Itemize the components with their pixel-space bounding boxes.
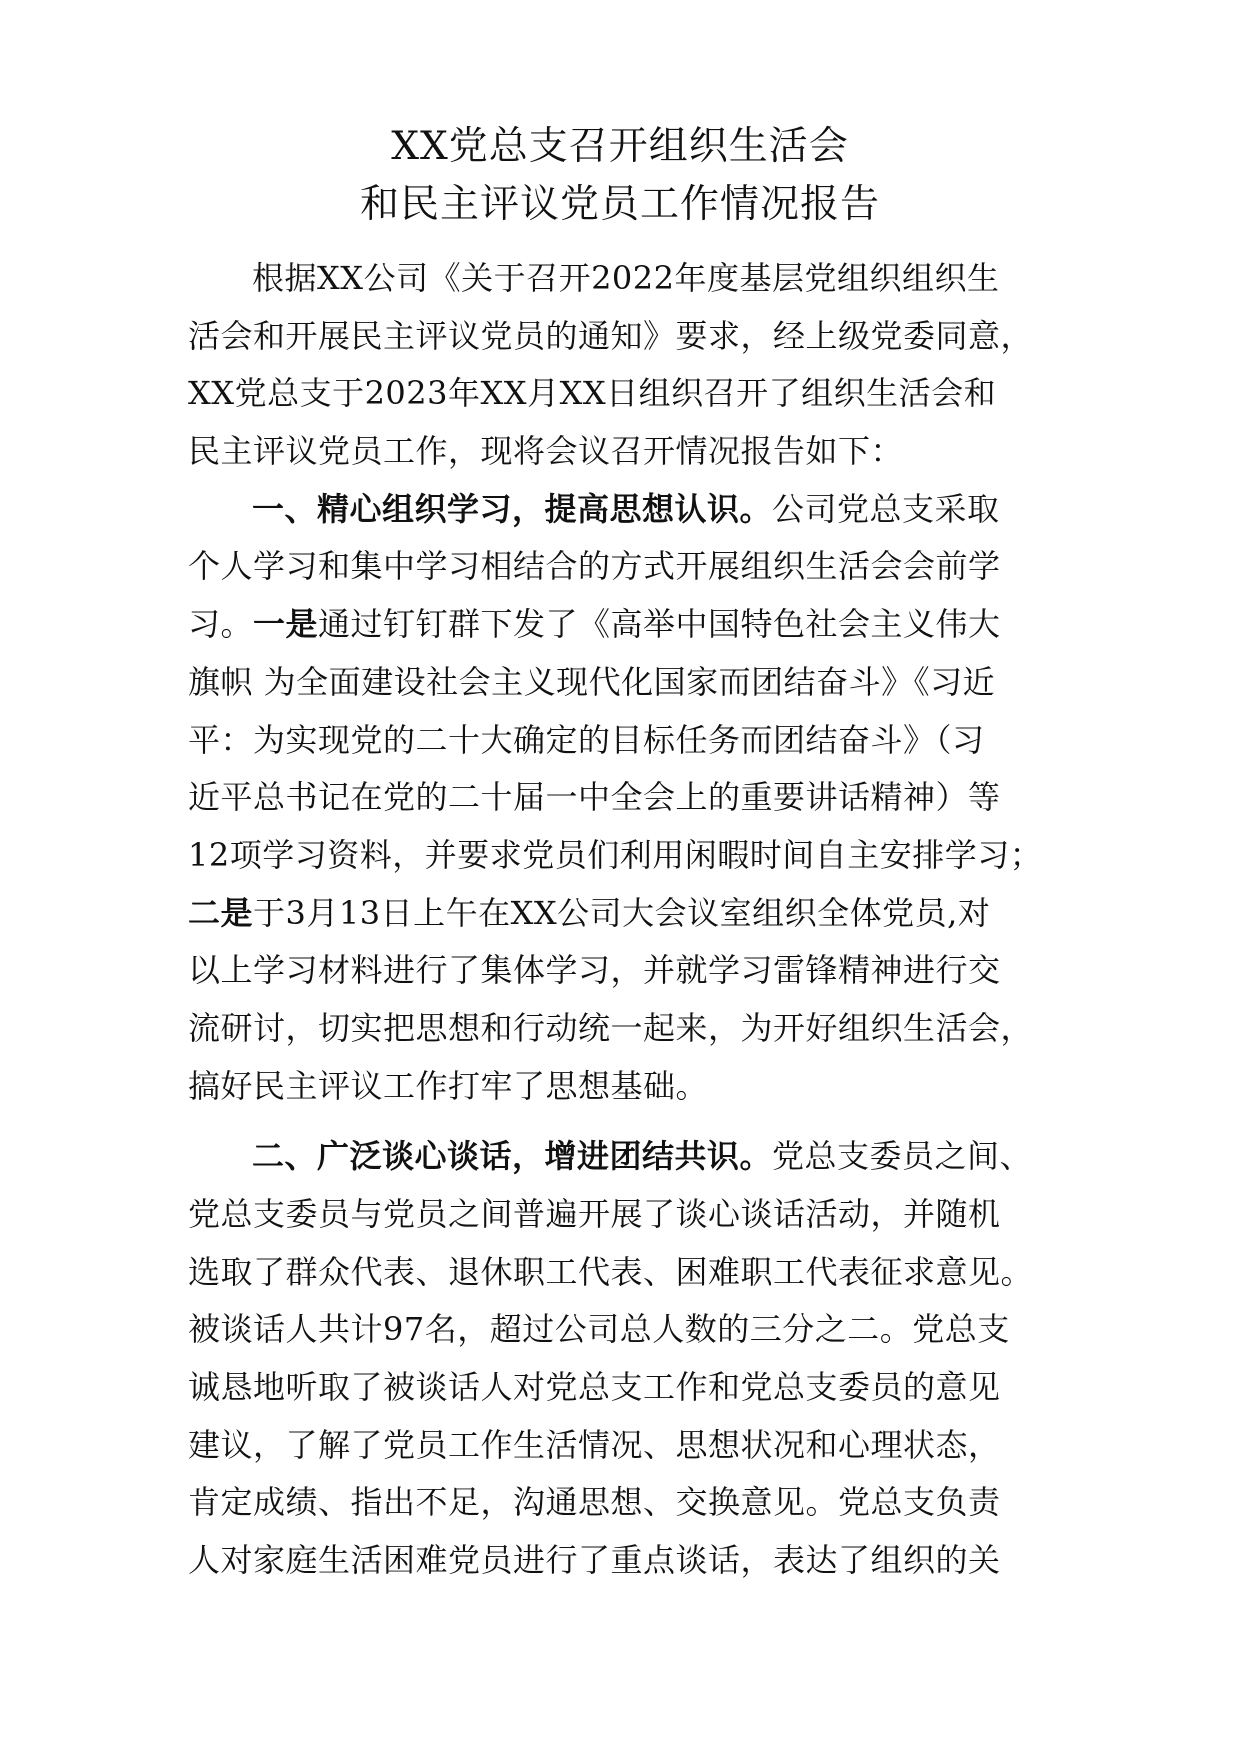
- intro-line: XX党总支于2023年XX月XX日组织召开了组织生活会和: [188, 374, 997, 413]
- intro-line: 民主评议党员工作，现将会议召开情况报告如下：: [188, 432, 904, 471]
- intro-line: 活会和开展民主评议党员的通知》要求，经上级党委同意，: [188, 316, 1034, 355]
- section1-line: 12项学习资料，并要求党员们利用闲暇时间自主安排学习；: [188, 835, 1043, 874]
- section1-line: [188, 885, 1088, 943]
- section1-text: 习。: [188, 605, 254, 644]
- section2-line: 肯定成绩、指出不足，沟通思想、交换意见。党总支负责: [188, 1483, 1001, 1522]
- section2-first-line: [188, 1128, 1088, 1186]
- section2-heading: 二、广泛谈心谈话，增进团结共识。: [252, 1137, 773, 1176]
- section2-line: 被谈话人共计97名，超过公司总人数的三分之二。党总支: [188, 1310, 1010, 1349]
- paragraph-gap: [188, 1115, 1088, 1128]
- section1-line: 平：为实现党的二十大确定的目标任务而团结奋斗》（习: [188, 720, 985, 759]
- section2-line: 建议，了解了党员工作生活情况、思想状况和心理状态，: [188, 1425, 1001, 1464]
- section1-first-line: [188, 481, 1088, 539]
- section2-line: 人对家庭生活困难党员进行了重点谈话，表达了组织的关: [188, 1541, 1001, 1580]
- title-line-2: 和民主评议党员工作情况报告: [359, 182, 880, 227]
- section1-line: 以上学习材料进行了集体学习，并就学习雷锋精神进行交: [188, 951, 1001, 990]
- section1-line: 近平总书记在党的二十届一中全会上的重要讲话精神）等: [188, 778, 1001, 817]
- section1-line: 流研讨，切实把思想和行动统一起来，为开好组织生活会，: [188, 1008, 1034, 1047]
- point-two-label: 二是: [188, 893, 254, 932]
- section1-line: 旗帜 为全面建设社会主义现代化国家而团结奋斗》《习近: [188, 662, 996, 701]
- section1-text: 公司党总支采取: [772, 489, 1000, 528]
- document-title: [0, 118, 1240, 234]
- section2-text: 党总支委员之间、: [772, 1137, 1033, 1176]
- section1-heading: 一、精心组织学习，提高思想认识。: [252, 489, 773, 528]
- point-one-label: 一是: [253, 605, 319, 644]
- section2-line: 选取了群众代表、退休职工代表、困难职工代表征求意见。: [188, 1252, 1034, 1291]
- document-body: [188, 250, 1088, 1590]
- section1-line: 搞好民主评议工作打牢了思想基础。: [188, 1066, 709, 1105]
- title-line-1: XX党总支召开组织生活会: [391, 124, 849, 169]
- section2-line: 党总支委员与党员之间普遍开展了谈心谈话活动，并随机: [188, 1195, 1001, 1233]
- section1-line: 个人学习和集中学习相结合的方式开展组织生活会会前学: [188, 547, 1001, 586]
- section1-line: [188, 596, 1088, 654]
- intro-line: 根据XX公司《关于召开2022年度基层党组织组织生: [252, 259, 1000, 297]
- section2-line: 诚恳地听取了被谈话人对党总支工作和党总支委员的意见: [188, 1368, 1001, 1407]
- section1-text: 于3月13日上午在XX公司大会议室组织全体党员,对: [253, 893, 991, 932]
- section1-text: 通过钉钉群下发了《高举中国特色社会主义伟大: [318, 605, 1001, 644]
